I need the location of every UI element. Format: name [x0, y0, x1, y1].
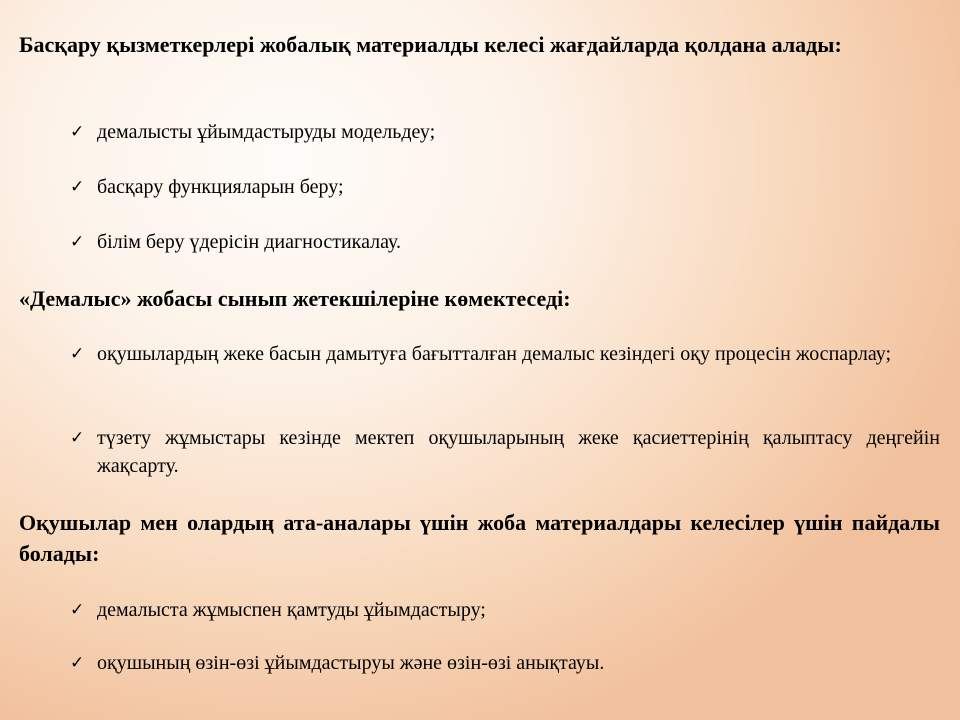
section-heading-students-parents: Оқушылар мен олардың ата-аналары үшін жоба материалдары келесілер үшін пайдалы болады:	[19, 510, 940, 566]
checkmark-icon: ✓	[70, 653, 85, 672]
list-item-text: демалыста жұмыспен қамтуды ұйымдастыру;	[97, 599, 486, 621]
list-item-text: демалысты ұйымдастыруды модельдеу;	[97, 121, 436, 143]
checkmark-icon: ✓	[70, 232, 85, 251]
section-heading-class-teachers: «Демалыс» жобасы сынып жетекшілеріне көмектеседі:	[19, 286, 571, 311]
list-item-text: оқушылардың жеке басын дамытуға бағытталған демалыс кезіндегі оқу процесін жоспарлау;	[97, 343, 892, 365]
checkmark-icon: ✓	[70, 122, 85, 141]
list-item-text: оқушының өзін-өзі ұйымдастыруы және өзін-өзі анықтауы.	[97, 652, 605, 674]
checkmark-icon: ✓	[70, 600, 85, 619]
list-item-text: білім беру үдерісін диагностикалау.	[97, 231, 401, 253]
checkmark-icon: ✓	[70, 428, 85, 447]
list-item-text: басқару функцияларын беру;	[97, 176, 344, 198]
section-heading-administration: Басқару қызметкерлері жобалық материалды келесі жағдайларда қолдана алады:	[19, 32, 842, 57]
list-item	[70, 649, 940, 677]
list-item	[70, 424, 940, 480]
list-item-text: түзету жұмыстары кезінде мектеп оқушыларының жеке қасиеттерінің қалыптасу деңгейін жақсарту.	[97, 427, 940, 477]
list-item	[70, 340, 940, 368]
list-item	[70, 173, 940, 201]
list-item	[70, 118, 940, 146]
list-item	[70, 596, 940, 624]
checkmark-icon: ✓	[70, 177, 85, 196]
checkmark-icon: ✓	[70, 344, 85, 363]
list-item	[70, 228, 940, 256]
